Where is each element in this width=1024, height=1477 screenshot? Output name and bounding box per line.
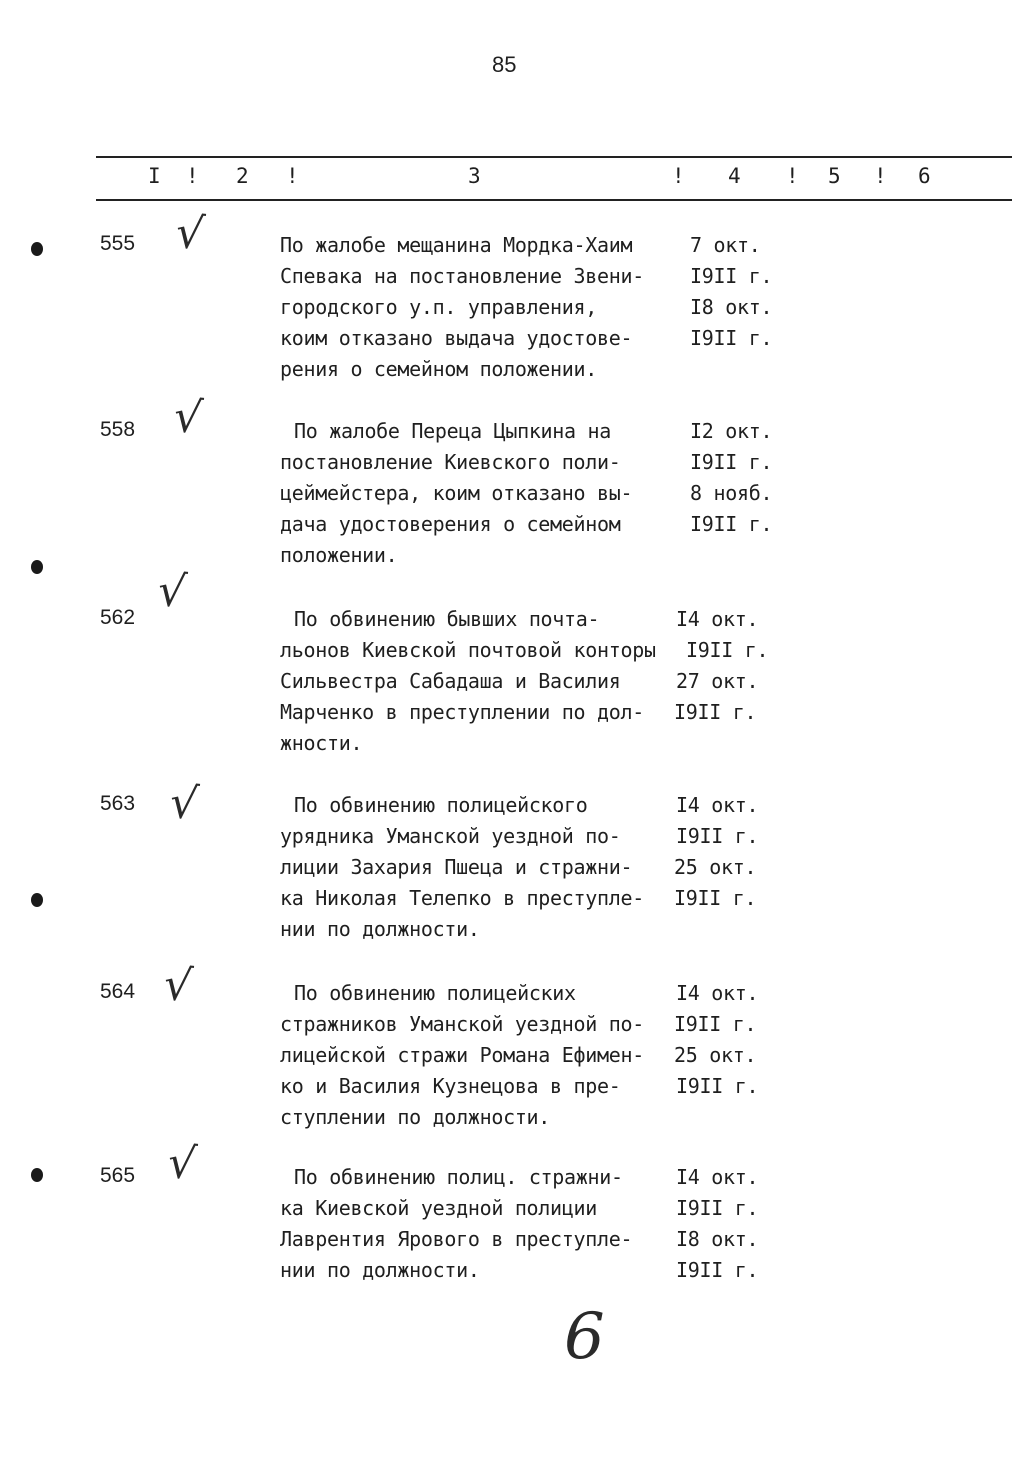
page-number: 85 [492,52,517,77]
punch-hole [31,893,43,907]
column-header: 4 [728,164,741,188]
entry-description-line: лицейской стражи Романа Ефимен- [280,1043,644,1067]
entry-description-line: По жалобе мещанина Мордка-Хаим [280,233,633,257]
check-mark: √ [171,390,205,445]
column-separator: ! [186,164,199,188]
entry-description-line: ко и Василия Кузнецова в пре- [280,1074,621,1098]
entry-date-line: I8 окт. [690,295,773,319]
entry-description-line: стражников Уманской уездной по- [280,1012,644,1036]
entry-description-line: ка Киевской уездной полиции [280,1196,598,1220]
entry-description-line: постановление Киевского поли- [280,450,621,474]
column-separator: ! [672,164,685,188]
entry-description-line: нии по должности. [280,1258,480,1282]
entry-description-line: По обвинению бывших почта- [294,607,600,631]
entry-number: 563 [100,792,136,815]
check-mark: √ [173,206,207,261]
entry-date-line: 25 окт. [674,855,757,879]
column-header: 3 [468,164,481,188]
entry-description-line: ка Николая Телепко в преступле- [280,886,644,910]
entry-description-line: Лаврентия Ярового в преступле- [280,1227,633,1251]
entry-description-line: цеймейстера, коим отказано вы- [280,481,633,505]
header-rule-top [96,156,1012,158]
entry-number: 564 [100,980,136,1003]
entry-date-line: I9II г. [674,700,757,724]
entry-description-line: дача удостоверения о семейном [280,512,621,536]
entry-date-line: 25 окт. [674,1043,757,1067]
entry-date-line: 27 окт. [676,669,759,693]
column-header: I [148,164,161,188]
entry-description-line: Сильвестра Сабадаша и Василия [280,669,621,693]
column-separator: ! [786,164,799,188]
punch-hole [31,560,43,574]
entry-date-line: I9II г. [690,326,773,350]
entry-date-line: I9II г. [690,264,773,288]
entry-description-line: жности. [280,731,363,755]
check-mark: √ [155,564,189,619]
entry-date-line: I2 окт. [690,419,773,443]
entry-number: 565 [100,1164,136,1187]
column-separator: ! [286,164,299,188]
entry-date-line: I9II г. [676,1258,759,1282]
entry-description-line: нии по должности. [280,917,480,941]
header-rule-bottom [96,199,1012,201]
column-header: 2 [236,164,249,188]
column-header: 5 [828,164,841,188]
entry-description-line: ступлении по должности. [280,1105,551,1129]
entry-date-line: I4 окт. [676,981,759,1005]
entry-description-line: По обвинению полицейского [294,793,588,817]
entry-number: 562 [100,606,136,629]
entry-date-line: I4 окт. [676,1165,759,1189]
entry-number: 555 [100,232,136,255]
entry-number: 558 [100,418,136,441]
entry-description-line: городского у.п. управления, [280,295,598,319]
entry-description-line: коим отказано выдача удостове- [280,326,633,350]
column-header: 6 [918,164,931,188]
entry-description-line: лиции Захария Пшеца и стражни- [280,855,633,879]
entry-date-line: 7 окт. [690,233,761,257]
punch-hole [31,242,43,256]
entry-date-line: I4 окт. [676,793,759,817]
entry-date-line: I9II г. [676,1196,759,1220]
entry-description-line: По обвинению полицейских [294,981,576,1005]
check-mark: √ [167,776,201,831]
entry-description-line: урядника Уманской уездной по- [280,824,621,848]
entry-description-line: По обвинению полиц. стражни- [294,1165,623,1189]
punch-hole [31,1168,43,1182]
entry-date-line: I9II г. [690,450,773,474]
entry-date-line: 8 нояб. [690,481,773,505]
entry-date-line: I9II г. [674,1012,757,1036]
entry-description-line: Спевака на постановление Звени- [280,264,644,288]
entry-description-line: льонов Киевской почтовой конторы [280,638,656,662]
check-mark: √ [165,1136,199,1191]
entry-date-line: I9II г. [686,638,769,662]
entry-date-line: I4 окт. [676,607,759,631]
entry-date-line: I9II г. [676,1074,759,1098]
handwritten-folio-mark: 6 [564,1300,605,1374]
entry-description-line: Марченко в преступлении по дол- [280,700,644,724]
column-separator: ! [874,164,887,188]
entry-description-line: рения о семейном положении. [280,357,598,381]
entry-date-line: I9II г. [690,512,773,536]
check-mark: √ [161,958,195,1013]
entry-date-line: I8 окт. [676,1227,759,1251]
entry-date-line: I9II г. [674,886,757,910]
entry-description-line: положении. [280,543,398,567]
entry-description-line: По жалобе Переца Цыпкина на [294,419,612,443]
entry-date-line: I9II г. [676,824,759,848]
